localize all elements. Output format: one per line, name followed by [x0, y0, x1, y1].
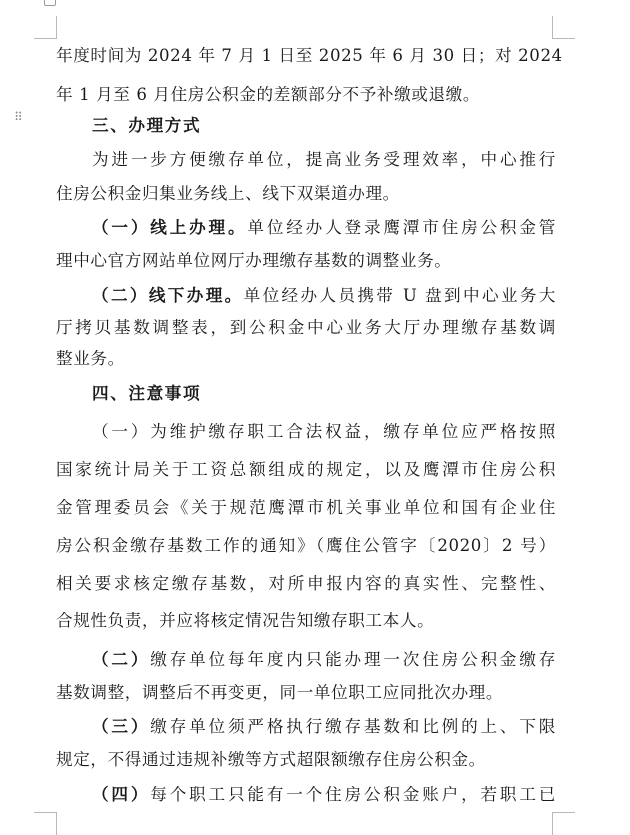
paragraph-line: 理中心官方网站单位网厅办理缴存基数的调整业务。 [56, 251, 452, 270]
paragraph-line: 相关要求核定缴存基数，对所申报内容的真实性、完整性、 [56, 574, 556, 593]
note-4-line [92, 784, 556, 805]
paragraph-line: 为进一步方便缴存单位，提高业务受理效率，中心推行 [92, 150, 556, 169]
note-4-text: 每个职工只能有一个住房公积金账户，若职工已 [150, 785, 556, 804]
paragraph-line: 整业务。 [56, 349, 125, 368]
paragraph-line: 国家统计局关于工资总额组成的规定，以及鹰潭市住房公积 [56, 460, 556, 479]
note-3-label: （三） [92, 716, 151, 736]
corner-crop-mark-icon [34, 812, 57, 835]
paragraph-line: 年 1 月至 6 月住房公积金的差额部分不予补缴或退缴。 [56, 85, 481, 104]
corner-crop-mark-icon [552, 16, 575, 39]
paragraph-line: 金管理委员会《关于规范鹰潭市机关事业单位和国有企业住 [56, 498, 556, 517]
section-heading-4: 四、注意事项 [92, 384, 202, 403]
online-processing-line [92, 217, 556, 238]
paragraph-line: 规定，不得通过违规补缴等方式超限额缴存住房公积金。 [56, 750, 486, 769]
note-2-text: 缴存单位每年度内只能办理一次住房公积金缴存 [150, 650, 556, 669]
note-2-line [92, 649, 556, 670]
paragraph-line: 房公积金缴存基数工作的通知》（鹰住公管字〔2020〕2 号） [56, 536, 556, 555]
paragraph-line: 年度时间为 2024 年 7 月 1 日至 2025 年 6 月 30 日；对 2024 [56, 46, 563, 65]
section-heading-3: 三、办理方式 [92, 116, 202, 135]
note-3-text: 缴存单位须严格执行缴存基数和比例的上、下限 [150, 717, 556, 736]
note-3-line [92, 716, 556, 737]
paragraph-line: 住房公积金归集业务线上、线下双渠道办理。 [56, 184, 400, 203]
note-4-label: （四） [92, 784, 151, 804]
online-label: （一）线上办理。 [92, 217, 248, 237]
offline-text: 单位经办人员携带 U 盘到中心业务大 [243, 286, 556, 305]
paragraph-line: 基数调整，调整后不再变更，同一单位职工应同批次办理。 [56, 683, 504, 702]
online-text: 单位经办人登录鹰潭市住房公积金管 [247, 218, 556, 237]
offline-label: （二）线下办理。 [92, 285, 244, 305]
paragraph-line: 合规性负责，并应将核定情况告知缴存职工本人。 [56, 611, 435, 630]
paragraph-line: 厅拷贝基数调整表，到公积金中心业务大厅办理缴存基数调 [56, 318, 556, 337]
paragraph-line: （一）为维护缴存职工合法权益，缴存单位应严格按照 [92, 422, 556, 441]
corner-crop-mark-icon [552, 812, 575, 835]
corner-crop-mark-icon [34, 16, 57, 39]
drag-handle-icon[interactable]: ⠿ [14, 110, 23, 124]
offline-processing-line [92, 285, 556, 306]
resize-handle[interactable] [44, 0, 56, 6]
note-2-label: （二） [92, 649, 151, 669]
